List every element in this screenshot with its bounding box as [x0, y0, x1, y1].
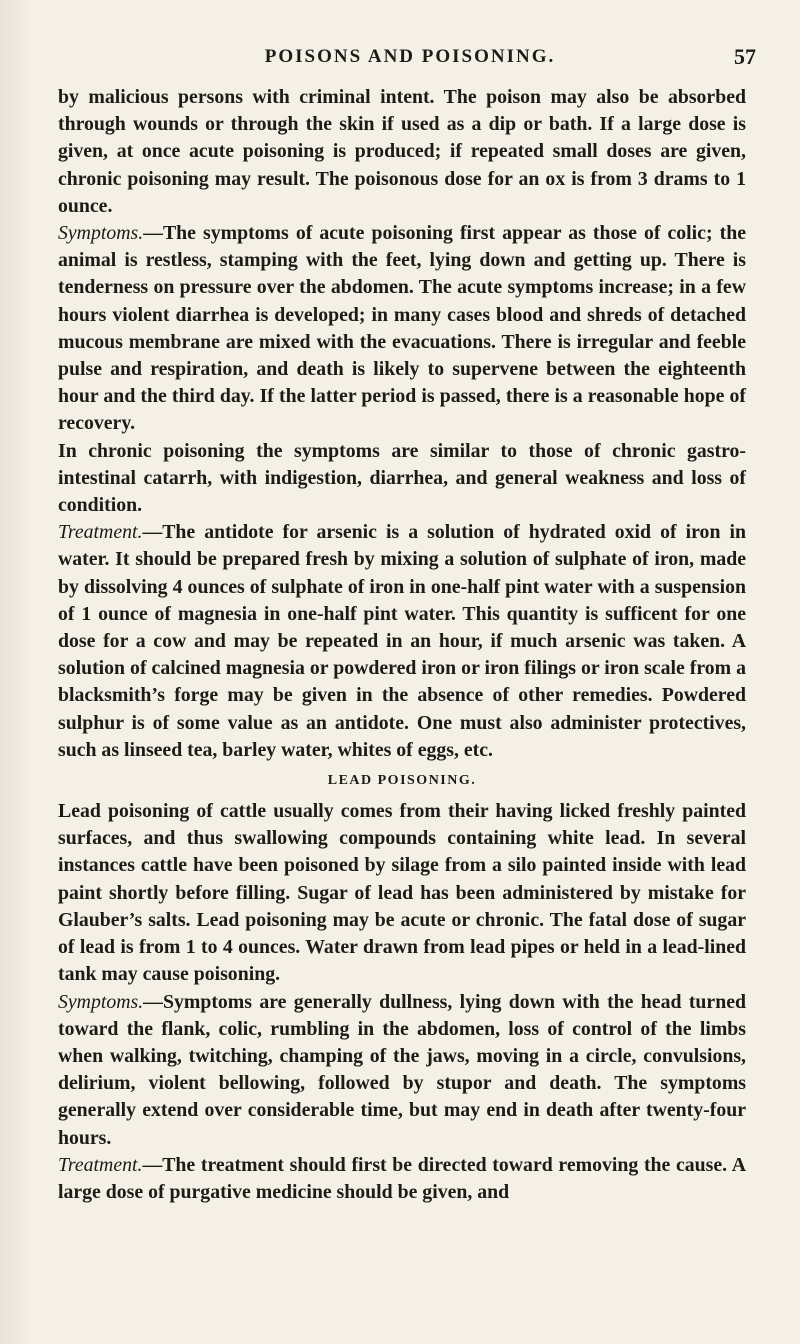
paragraph-1: by malicious persons with criminal intent. The poison may also be absorbed through wounds or through the skin if used as a dip or bath. If a large dose is given, at once acute poisoning is produced; if repeated small doses are given, chronic poisoning may result. The poisonous dose for an ox is from 3 drams to 1 ounce.	[58, 86, 746, 217]
paragraph-7	[58, 1152, 746, 1206]
paragraph-5: Lead poisoning of cattle usually comes from their having licked freshly painted surfaces, and thus swallowing compounds containing white lead. In several instances cattle have been poisoned by silage from a silo painted inside with lead paint shortly before filling. Sugar of lead has been administered by mistake for Glauber’s salts. Lead poisoning may be acute or chronic. The fatal dose of sugar of lead is from 1 to 4 ounces. Water drawn from lead pipes or held in a lead-lined tank may cause poisoning.	[58, 800, 746, 986]
symptoms-text: —The symptoms of acute poisoning first appear as those of colic; the animal is restless, stamping with the feet, lying down and getting up. There is tenderness on pressure over the abdomen. The acute symptoms increase; in a few hours violent diarrhea is developed; in many cases blood and shreds of detached mucous membrane are mixed with the evacuations. There is irregular and feeble pulse and respiration, and death is likely to supervene between the eighteenth hour and the third day. If the latter period is passed, there is a reasonable hope of recovery.	[58, 222, 746, 435]
treatment-text: —The antidote for arsenic is a solution of hydrated oxid of iron in water. It should be prepared fresh by mixing a solution of sulphate of iron, made by dissolving 4 ounces of sulphate of iron in one-half pint water with a suspension of 1 ounce of magnesia in one-half pint water. This quantity is sufficent for one dose for a cow and may be repeated in an hour, if much arsenic was taken. A solution of calcined magnesia or powdered iron or iron filings or iron scale from a blacksmith’s forge may be given in the absence of other remedies. Powdered sulphur is of some value as an antidote. One must also administer protectives, such as linseed tea, barley water, whites of eggs, etc.	[58, 521, 746, 761]
lead-symptoms-text: —Symptoms are generally dullness, lying down with the head turned toward the flank, colic, rumbling in the abdomen, loss of control of the limbs when walking, twitching, champing of the jaws, moving in a circle, convulsions, delirium, violent bellowing, followed by stupor and death. The symptoms generally extend over considerable time, but may end in death after twenty-four hours.	[58, 990, 746, 1149]
paragraph-2	[58, 220, 746, 438]
paragraph-3: In chronic poisoning the symptoms are similar to those of chronic gastro-intestinal catarrh, with indigestion, diarrhea, and general weakness and loss of condition.	[58, 439, 746, 517]
paragraph-6	[58, 989, 746, 1152]
lead-treatment-text: —The treatment should first be directed toward removing the cause. A large dose of purgative medicine should be given, and	[58, 1153, 746, 1203]
lead-symptoms-heading: Symptoms.	[58, 990, 144, 1013]
paragraph-4	[58, 519, 746, 764]
page-header	[60, 44, 760, 74]
lead-treatment-heading: Treatment.	[58, 1153, 143, 1176]
page-number: 57	[734, 44, 756, 69]
symptoms-heading: Symptoms.	[58, 222, 144, 245]
lead-poisoning-heading: LEAD POISONING.	[327, 773, 477, 789]
treatment-heading: Treatment.	[58, 521, 143, 544]
running-title: POISONS AND POISONING.	[264, 46, 556, 67]
body-text	[58, 84, 746, 1206]
